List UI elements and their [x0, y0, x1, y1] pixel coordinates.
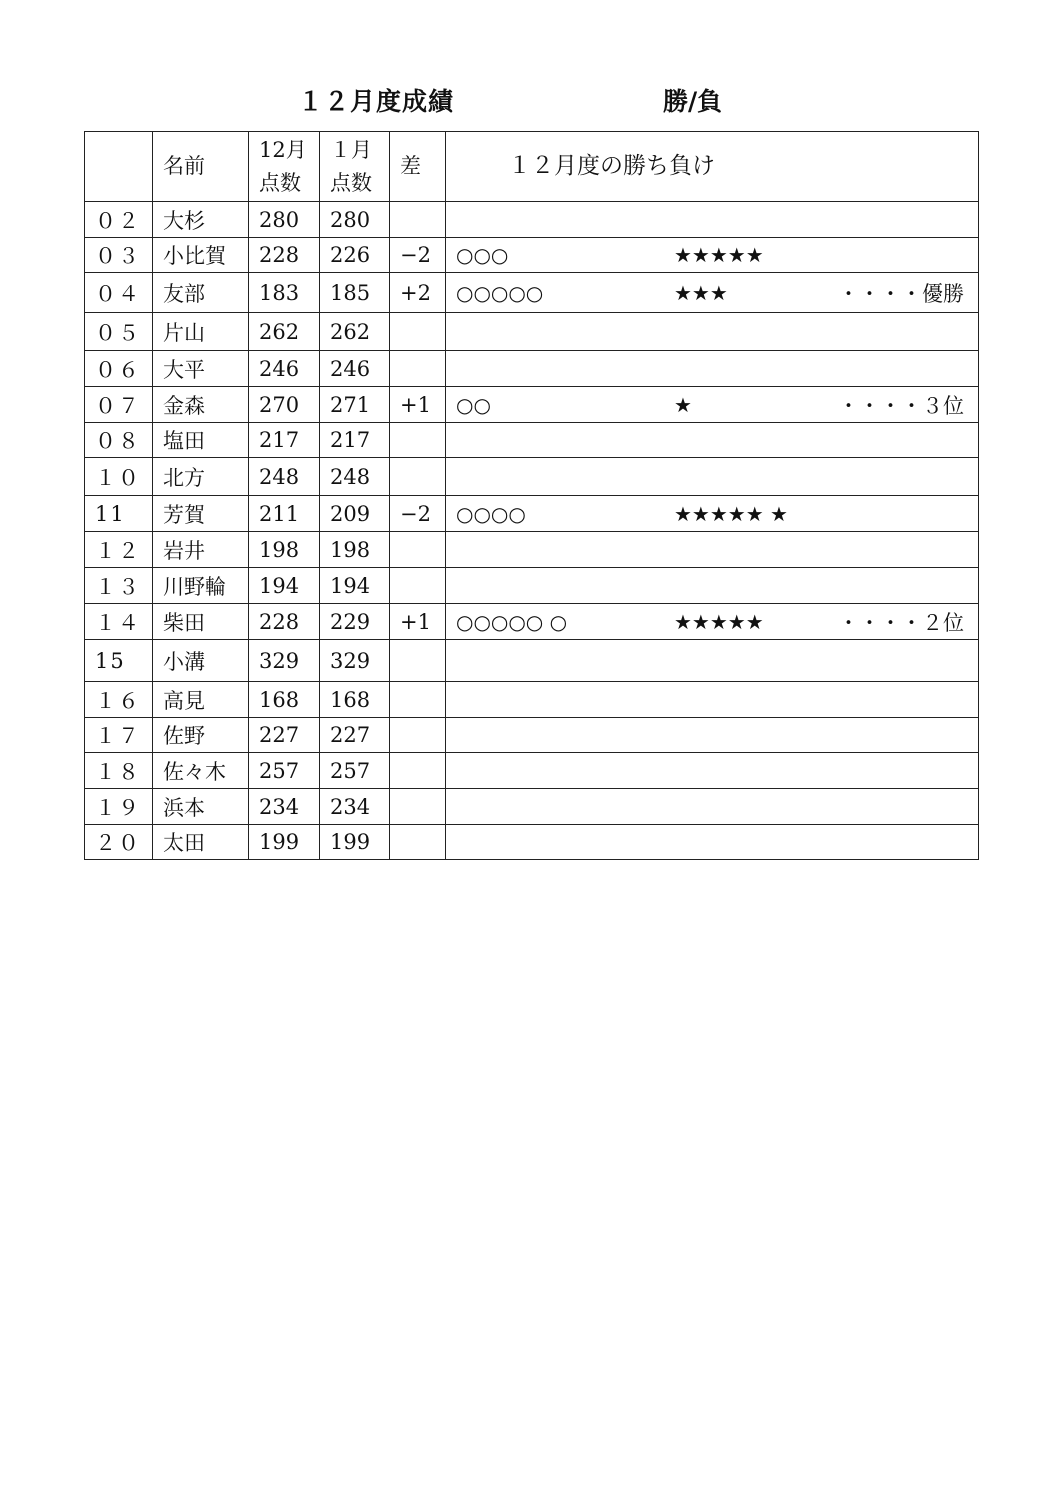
- row-jan-score: 194: [320, 568, 390, 604]
- row-name: 岩井: [153, 532, 249, 568]
- row-win-loss: [446, 202, 979, 238]
- row-win-loss: [446, 351, 979, 387]
- row-wins: ○○○○○: [456, 280, 544, 305]
- header-jan-line1: １月: [330, 137, 372, 162]
- header-row: [85, 132, 979, 202]
- row-no: １６: [85, 682, 153, 718]
- header-dec-line1: 12月: [259, 137, 307, 162]
- row-win-loss: [446, 496, 979, 532]
- header-name: [153, 132, 249, 202]
- win-loss-heading: 勝/負: [663, 87, 723, 116]
- table-row: [85, 202, 979, 238]
- row-win-loss: [446, 718, 979, 753]
- row-jan-score: 185: [320, 273, 390, 313]
- row-dec-score: 228: [249, 238, 320, 273]
- row-jan-score: 271: [320, 387, 390, 423]
- row-win-loss: [446, 568, 979, 604]
- row-win-loss: [446, 238, 979, 273]
- row-name: 小溝: [153, 640, 249, 682]
- row-diff: [390, 423, 446, 458]
- row-note: ・・・・３位: [838, 393, 964, 418]
- row-no: 15: [85, 640, 153, 682]
- row-diff: [390, 789, 446, 825]
- header-jan-line2: 点数: [330, 170, 372, 195]
- row-name: 小比賀: [153, 238, 249, 273]
- row-dec-score: 329: [249, 640, 320, 682]
- row-dec-score: 246: [249, 351, 320, 387]
- row-dec-score: 280: [249, 202, 320, 238]
- table-row: [85, 387, 979, 423]
- row-no: ０２: [85, 202, 153, 238]
- table-row: [85, 604, 979, 640]
- row-no: １３: [85, 568, 153, 604]
- row-diff: −2: [390, 496, 446, 532]
- row-jan-score: 329: [320, 640, 390, 682]
- row-name: 高見: [153, 682, 249, 718]
- row-diff: +2: [390, 273, 446, 313]
- row-losses: ★: [674, 392, 692, 417]
- row-name: 金森: [153, 387, 249, 423]
- header-win-loss: [446, 132, 979, 202]
- row-name: 太田: [153, 825, 249, 860]
- table-row: [85, 458, 979, 496]
- row-win-loss: [446, 753, 979, 789]
- score-table: [84, 131, 979, 860]
- row-no: ２０: [85, 825, 153, 860]
- row-diff: [390, 458, 446, 496]
- row-win-loss: [446, 273, 979, 313]
- row-wins: ○○○○○ ○: [456, 609, 568, 634]
- table-row: [85, 496, 979, 532]
- row-name: 柴田: [153, 604, 249, 640]
- header-diff: [390, 132, 446, 202]
- table-row: [85, 273, 979, 313]
- row-diff: [390, 568, 446, 604]
- row-losses: ★★★★★: [674, 609, 764, 634]
- table-row: [85, 825, 979, 860]
- row-dec-score: 211: [249, 496, 320, 532]
- row-no: ０５: [85, 313, 153, 351]
- row-diff: [390, 753, 446, 789]
- header-diff-label: 差: [400, 154, 421, 178]
- row-win-loss: [446, 387, 979, 423]
- row-no: ０７: [85, 387, 153, 423]
- row-name: 大平: [153, 351, 249, 387]
- header-dec-line2: 点数: [259, 170, 301, 195]
- row-losses: ★★★★★ ★: [674, 501, 788, 526]
- row-win-loss: [446, 682, 979, 718]
- row-jan-score: 198: [320, 532, 390, 568]
- table-row: [85, 753, 979, 789]
- row-jan-score: 209: [320, 496, 390, 532]
- row-name: 片山: [153, 313, 249, 351]
- row-no: １４: [85, 604, 153, 640]
- row-dec-score: 248: [249, 458, 320, 496]
- row-dec-score: 234: [249, 789, 320, 825]
- row-jan-score: 227: [320, 718, 390, 753]
- row-losses: ★★★★★: [674, 243, 764, 267]
- row-dec-score: 168: [249, 682, 320, 718]
- row-jan-score: 262: [320, 313, 390, 351]
- page-title: １２月度成績: [298, 87, 455, 116]
- row-dec-score: 257: [249, 753, 320, 789]
- row-win-loss: [446, 532, 979, 568]
- row-jan-score: 217: [320, 423, 390, 458]
- row-name: 佐野: [153, 718, 249, 753]
- header-win-loss-label: １２月度の勝ち負け: [508, 153, 715, 179]
- row-note: ・・・・優勝: [838, 281, 964, 306]
- table-row: [85, 789, 979, 825]
- row-wins: ○○: [456, 392, 491, 417]
- row-name: 芳賀: [153, 496, 249, 532]
- row-diff: [390, 682, 446, 718]
- row-diff: −2: [390, 238, 446, 273]
- header-name-label: 名前: [163, 154, 205, 178]
- row-dec-score: 217: [249, 423, 320, 458]
- row-no: １８: [85, 753, 153, 789]
- table-row: [85, 532, 979, 568]
- row-win-loss: [446, 313, 979, 351]
- row-win-loss: [446, 423, 979, 458]
- table-row: [85, 313, 979, 351]
- row-no: 11: [85, 496, 153, 532]
- row-name: 大杉: [153, 202, 249, 238]
- row-no: １９: [85, 789, 153, 825]
- row-wins: ○○○○: [456, 501, 526, 526]
- row-jan-score: 280: [320, 202, 390, 238]
- row-note: ・・・・２位: [838, 610, 964, 635]
- row-dec-score: 198: [249, 532, 320, 568]
- row-jan-score: 246: [320, 351, 390, 387]
- table-row: [85, 718, 979, 753]
- row-no: １０: [85, 458, 153, 496]
- row-diff: +1: [390, 387, 446, 423]
- row-no: ０６: [85, 351, 153, 387]
- row-no: ０３: [85, 238, 153, 273]
- table-row: [85, 682, 979, 718]
- row-name: 浜本: [153, 789, 249, 825]
- row-dec-score: 227: [249, 718, 320, 753]
- row-diff: [390, 202, 446, 238]
- row-diff: [390, 718, 446, 753]
- row-dec-score: 228: [249, 604, 320, 640]
- row-win-loss: [446, 789, 979, 825]
- row-no: ０８: [85, 423, 153, 458]
- table-row: [85, 568, 979, 604]
- row-win-loss: [446, 640, 979, 682]
- row-diff: [390, 313, 446, 351]
- row-name: 川野輪: [153, 568, 249, 604]
- row-no: １７: [85, 718, 153, 753]
- row-jan-score: 199: [320, 825, 390, 860]
- row-diff: [390, 825, 446, 860]
- row-no: ０４: [85, 273, 153, 313]
- row-jan-score: 229: [320, 604, 390, 640]
- row-dec-score: 199: [249, 825, 320, 860]
- row-diff: [390, 640, 446, 682]
- header-dec-score: [249, 132, 320, 202]
- row-win-loss: [446, 458, 979, 496]
- row-diff: [390, 532, 446, 568]
- row-jan-score: 234: [320, 789, 390, 825]
- row-diff: [390, 351, 446, 387]
- row-win-loss: [446, 604, 979, 640]
- row-dec-score: 262: [249, 313, 320, 351]
- row-name: 北方: [153, 458, 249, 496]
- row-jan-score: 226: [320, 238, 390, 273]
- row-name: 塩田: [153, 423, 249, 458]
- header-no: [85, 132, 153, 202]
- row-dec-score: 270: [249, 387, 320, 423]
- row-losses: ★★★: [674, 280, 728, 305]
- row-dec-score: 183: [249, 273, 320, 313]
- table-row: [85, 238, 979, 273]
- table-row: [85, 640, 979, 682]
- row-no: １２: [85, 532, 153, 568]
- header-jan-score: [320, 132, 390, 202]
- row-dec-score: 194: [249, 568, 320, 604]
- row-name: 友部: [153, 273, 249, 313]
- row-diff: +1: [390, 604, 446, 640]
- row-wins: ○○○: [456, 243, 509, 267]
- table-row: [85, 351, 979, 387]
- row-jan-score: 257: [320, 753, 390, 789]
- table-row: [85, 423, 979, 458]
- row-win-loss: [446, 825, 979, 860]
- row-jan-score: 168: [320, 682, 390, 718]
- row-name: 佐々木: [153, 753, 249, 789]
- row-jan-score: 248: [320, 458, 390, 496]
